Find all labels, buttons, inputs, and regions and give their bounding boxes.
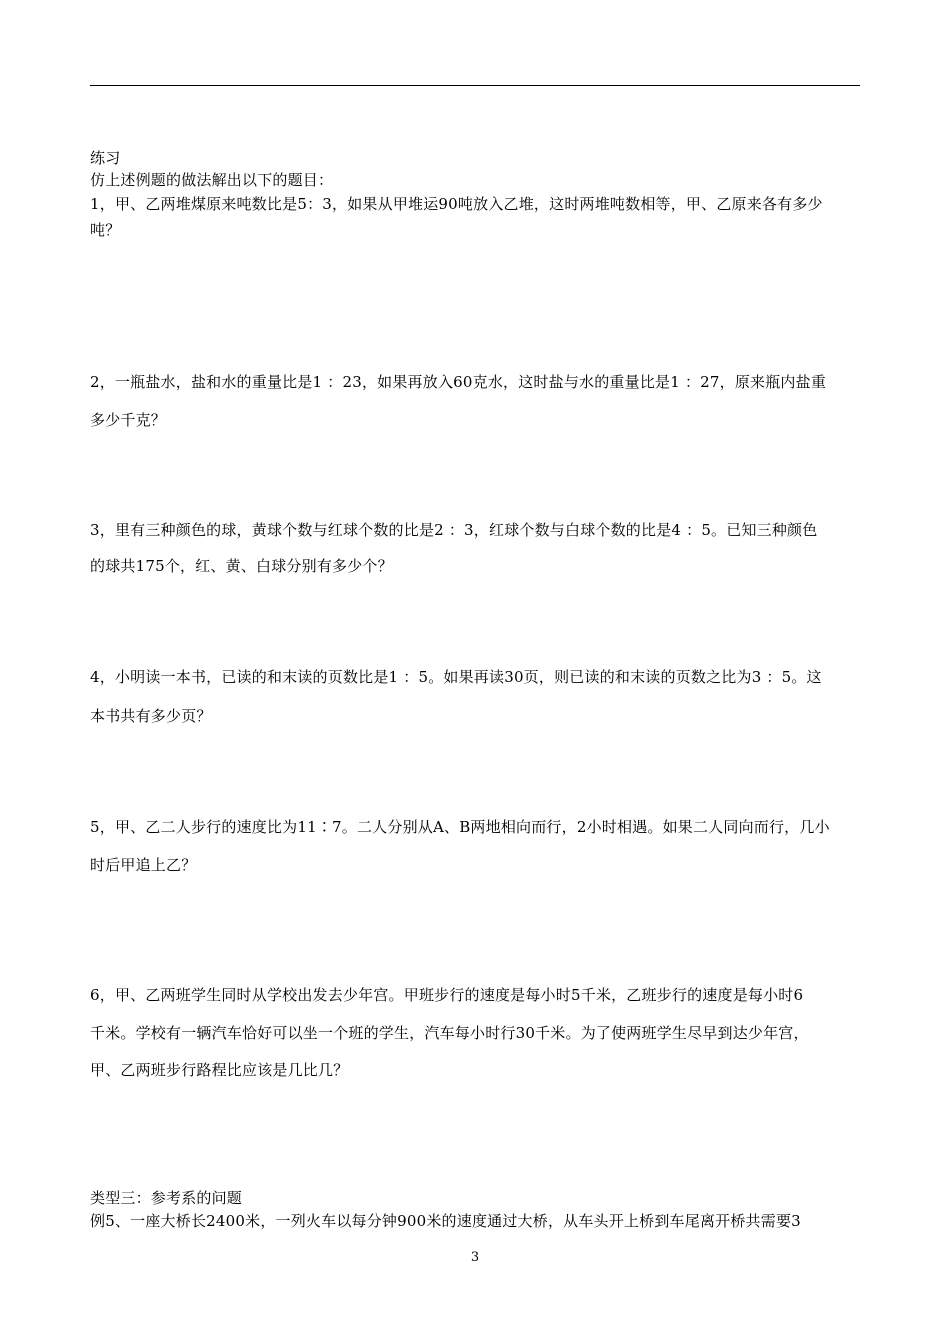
problem-3-line-2: 的球共175个，红、黄、白球分别有多少个？ — [90, 557, 393, 575]
problem-1-line-1: 1，甲、乙两堆煤原来吨数比是5：3，如果从甲堆运90吨放入乙堆，这时两堆吨数相等，甲、乙原来各有多少 — [90, 195, 823, 213]
problem-4-line-2: 本书共有多少页？ — [90, 707, 212, 725]
problem-6-line-2: 千米。学校有一辆汽车恰好可以坐一个班的学生，汽车每小时行30千米。为了使两班学生尽早到达少年宫， — [90, 1024, 809, 1042]
problem-1-line-2: 吨？ — [90, 221, 121, 239]
problem-4-line-1: 4，小明读一本书，已读的和末读的页数比是1 ：5。如果再读30页，则已读的和末读的页数之比为3 ：5。这 — [90, 668, 822, 686]
problem-2-line-1: 2，一瓶盐水，盐和水的重量比是1 ：23，如果再放入60克水，这时盐与水的重量比是1 ：27，原来瓶内盐重 — [90, 373, 827, 391]
exercise-intro: 仿上述例题的做法解出以下的题目： — [90, 171, 334, 189]
problem-3-line-1: 3，里有三种颜色的球，黄球个数与红球个数的比是2 ：3，红球个数与白球个数的比是4 ：5。已知三种颜色 — [90, 521, 818, 539]
example-5-line-1: 例5、一座大桥长2400米，一列火车以每分钟900米的速度通过大桥，从车头开上桥到车尾离开桥共需要3 — [90, 1212, 801, 1230]
problem-2-line-2: 多少千克？ — [90, 411, 167, 429]
problem-6-line-1: 6，甲、乙两班学生同时从学校出发去少年宫。甲班步行的速度是每小时5千米，乙班步行的速度是每小时6 — [90, 986, 804, 1004]
section-title: 类型三：参考系的问题 — [90, 1189, 243, 1207]
page-number: 3 — [470, 1250, 480, 1265]
problem-6-line-3: 甲、乙两班步行路程比应该是几比几？ — [90, 1061, 349, 1079]
problem-5-line-2: 时后甲追上乙？ — [90, 856, 197, 874]
problem-5-line-1: 5，甲、乙二人步行的速度比为11∶7。二人分别从A、B两地相向而行，2小时相遇。如果二人同向而行，几小 — [90, 818, 830, 836]
header-rule — [90, 85, 860, 86]
exercise-heading: 练习 — [90, 149, 121, 167]
